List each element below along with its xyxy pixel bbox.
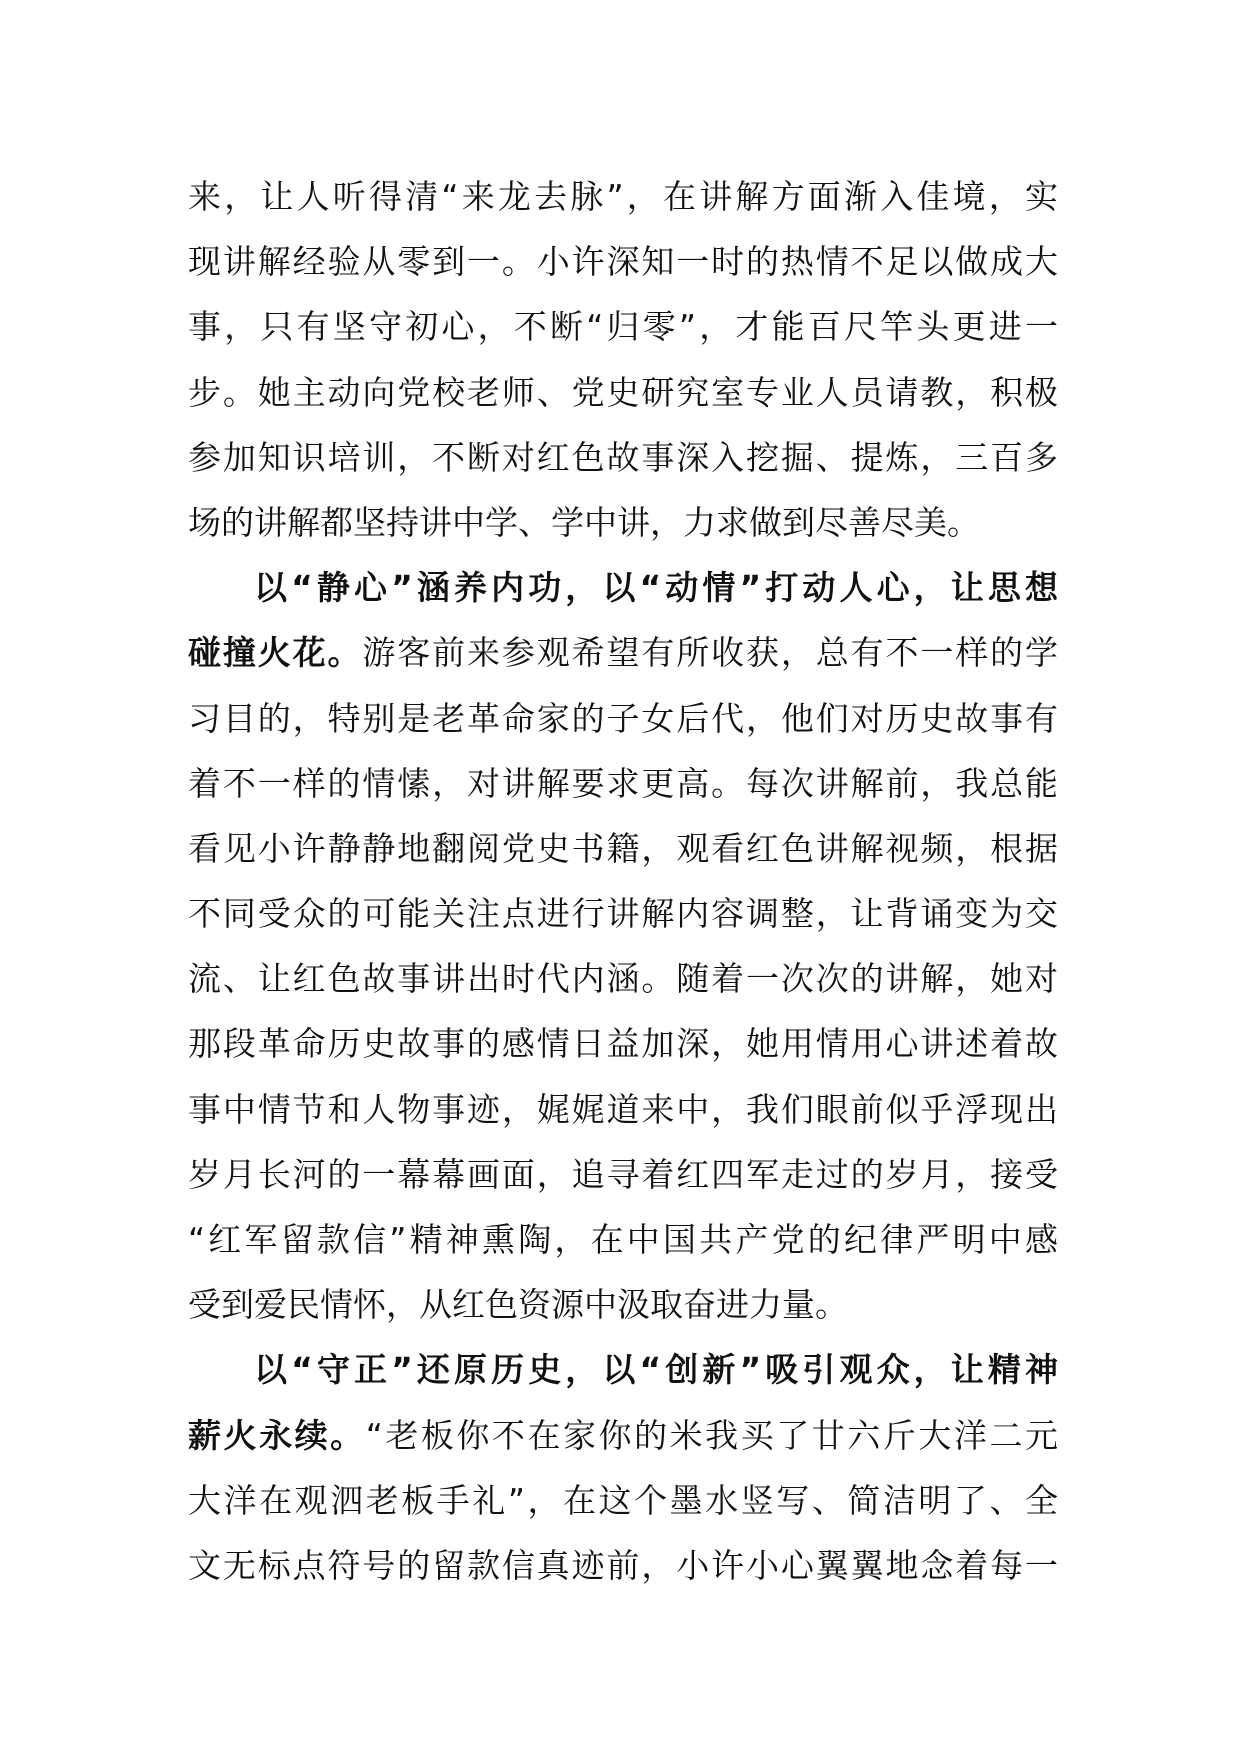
body-text: 岁月长河的一幕幕画面，追寻着红四军走过的岁月，接受 [188, 1154, 1058, 1194]
text-line [188, 229, 1058, 294]
text-line [188, 1011, 1058, 1076]
text-line [188, 946, 1058, 1011]
document-page [188, 164, 1058, 1598]
body-text: 不同受众的可能关注点进行讲解内容调整，让背诵变为交 [188, 894, 1058, 934]
body-text: 事中情节和人物事迹，娓娓道来中，我们眼前似乎浮现出 [188, 1089, 1058, 1129]
text-line [188, 1468, 1058, 1533]
text-line [188, 1337, 1058, 1402]
body-text: 流、让红色故事讲出时代内涵。随着一次次的讲解，她对 [188, 959, 1058, 999]
text-line [188, 1403, 1058, 1468]
text-line [188, 816, 1058, 881]
text-line [188, 1207, 1058, 1272]
body-text: 受到爱民情怀，从红色资源中汲取奋进力量。 [188, 1285, 848, 1325]
document-body [188, 164, 1058, 1598]
text-line [188, 425, 1058, 490]
text-line [188, 620, 1058, 685]
text-line [188, 1142, 1058, 1207]
text-line [188, 1533, 1058, 1598]
body-text: “红军留款信”精神熏陶，在中国共产党的纪律严明中感 [188, 1220, 1058, 1259]
text-line [188, 686, 1058, 751]
text-line [188, 881, 1058, 946]
body-text: 参加知识培训，不断对红色故事深入挖掘、提炼，三百多 [188, 437, 1058, 477]
text-line [188, 164, 1058, 229]
body-text: 那段革命历史故事的感情日益加深，她用情用心讲述着故 [188, 1024, 1058, 1064]
bold-heading-text: 以“守正”还原历史，以“创新”吸引观众，让精神 [254, 1350, 1058, 1390]
body-text: “老板你不在家你的米我买了廿六斤大洋二元 [365, 1415, 1058, 1455]
text-line [188, 555, 1058, 620]
body-text: 习目的，特别是老革命家的子女后代，他们对历史故事有 [188, 698, 1058, 738]
text-line [188, 751, 1058, 816]
text-line [188, 360, 1058, 425]
text-line [188, 1272, 1058, 1337]
body-text: 大洋在观泗老板手礼”，在这个墨水竖写、简洁明了、全 [188, 1480, 1058, 1520]
bold-heading-text: 碰撞火花。 [188, 633, 363, 673]
body-text: 步。她主动向党校老师、党史研究室专业人员请教，积极 [188, 372, 1058, 412]
body-text: 文无标点符号的留款信真迹前，小许小心翼翼地念着每一 [188, 1545, 1058, 1585]
bold-heading-text: 以“静心”涵养内功，以“动情”打动人心，让思想 [254, 568, 1058, 608]
text-line [188, 490, 1058, 555]
body-text: 着不一样的情愫，对讲解要求更高。每次讲解前，我总能 [188, 763, 1058, 803]
text-line [188, 1077, 1058, 1142]
bold-heading-text: 薪火永续。 [188, 1415, 366, 1455]
body-text: 来，让人听得清“来龙去脉”，在讲解方面渐入佳境，实 [188, 177, 1058, 216]
body-text: 游客前来参观希望有所收获，总有不一样的学 [362, 633, 1058, 673]
body-text: 事，只有坚守初心，不断“归零”，才能百尺竿头更进一 [188, 307, 1058, 347]
body-text: 场的讲解都坚持讲中学、学中讲，力求做到尽善尽美。 [188, 502, 980, 542]
body-text: 看见小许静静地翻阅党史书籍，观看红色讲解视频，根据 [188, 828, 1058, 868]
body-text: 现讲解经验从零到一。小许深知一时的热情不足以做成大 [188, 242, 1058, 282]
text-line [188, 294, 1058, 359]
